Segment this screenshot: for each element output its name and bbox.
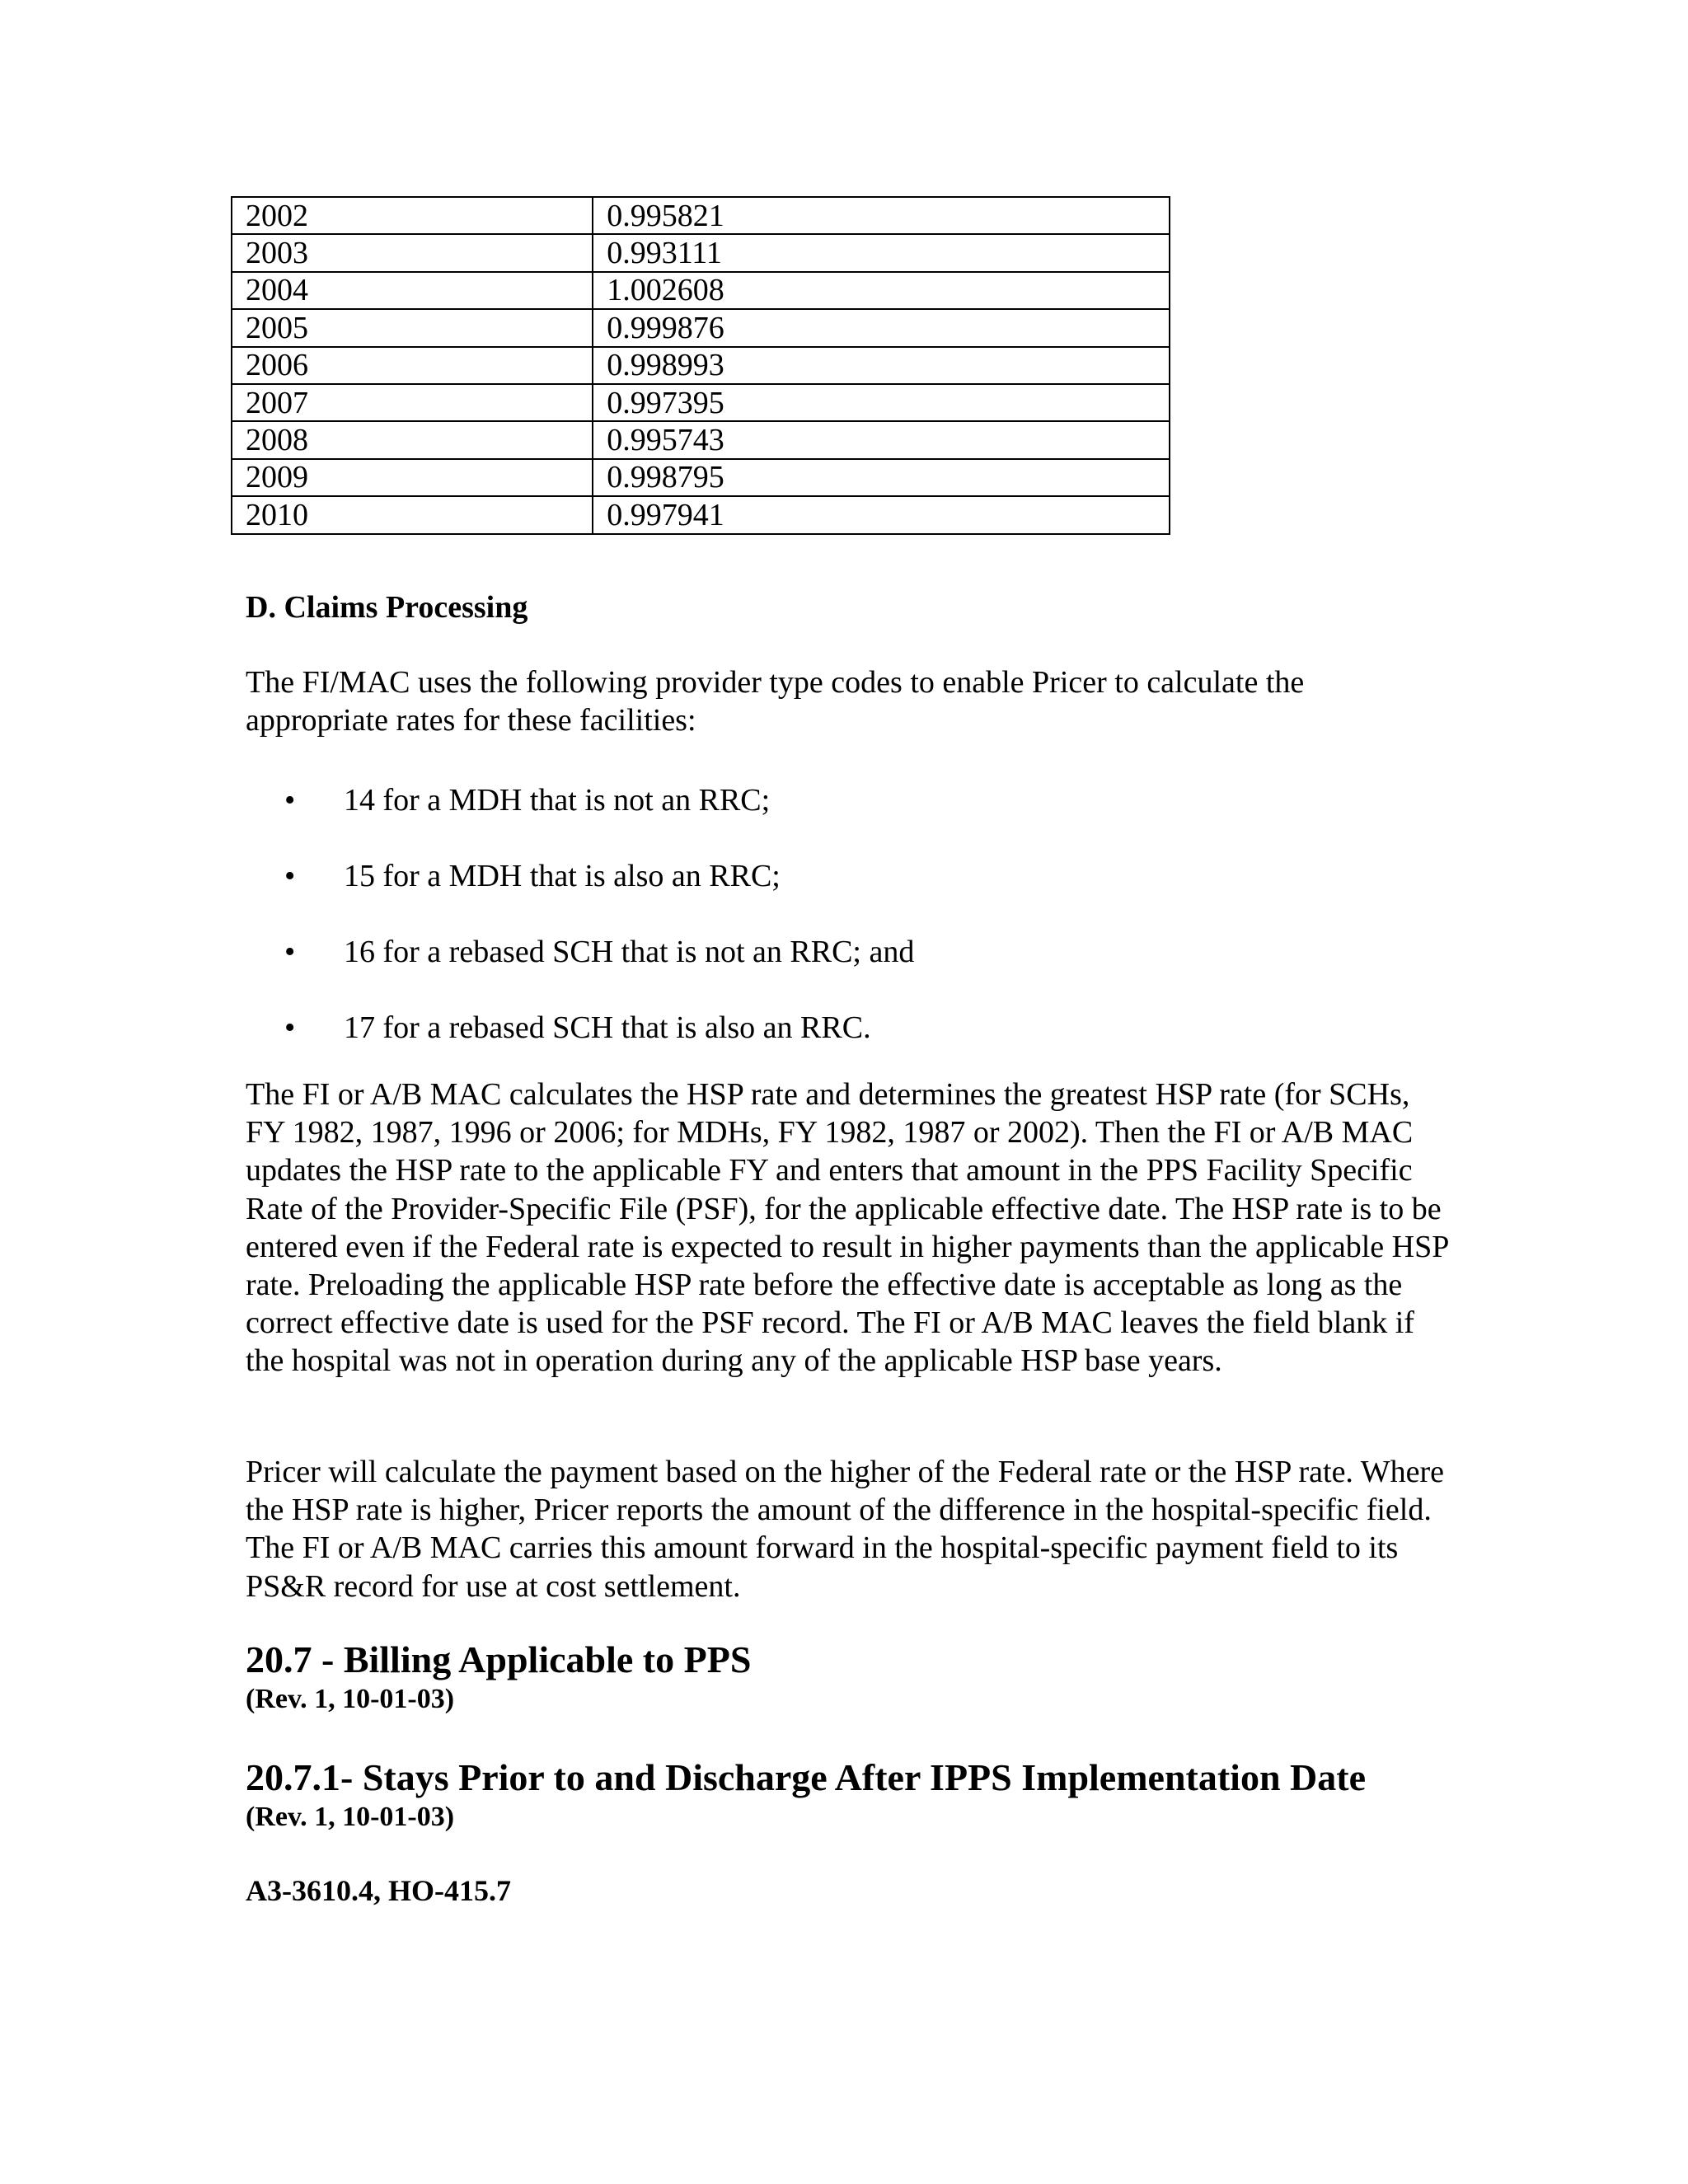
year-cell: 2006 <box>232 347 593 384</box>
section-d-intro-paragraph: The FI/MAC uses the following provider type codes to enable Pricer to calculate the appropriate rates for these facilities: <box>246 665 1305 738</box>
year-cell: 2010 <box>232 496 593 533</box>
document-page: 2002 0.995821 2003 0.993111 2004 1.002608 2005 0.999876 2006 0.998993 2007 0.997395 2008 0.995743 2009 0.998795 2010 0.997941 D. Claims Processing The FI/MAC uses the following provider type codes to enable Pricer to calculate the appropriate rates for these facilities: • 14 for a MDH that is not an RRC; • 15 for a MDH that is also an RRC; • 16 for a rebased SCH that is not an RRC; and • 17 for a rebased SCH that is also an RRC. The FI or A/B MAC calculates the HSP rate and determines the greatest HSP rate (for SCHs, FY 1982, 1987, 1996 or 2006; for MDHs, FY 1982, 1987 or 2002). Then the FI or A/B MAC updates the HSP rate to the applicable FY and enters that amount in the PPS Facility Specific Rate of the Provider-Specific File (PSF), for the applicable effective date. The HSP rate is to be entered even if the Federal rate is expected to result in higher payments than the applicable HSP rate. Preloading the applicable HSP rate before the effective date is acceptable as long as the correct effective date is used for the PSF record. The FI or A/B MAC leaves the field blank if the hospital was not in operation during any of the applicable HSP base years. Pricer will calculate the payment based on the higher of the Federal rate or the HSP rate. Where the HSP rate is higher, Pricer reports the amount of the difference in the hospital-specific field. The FI or A/B MAC carries this amount forward in the hospital-specific payment field to its PS&R record for use at cost settlement. 20.7 - Billing Applicable to PPS (Rev. 1, 10-01-03) 20.7.1- Stays Prior to and Discharge After IPPS Implementation Date (Rev. 1, 10-01-03) A3-3610.4, HO-415.7 <box>0 0 1688 2184</box>
year-cell: 2009 <box>232 459 593 496</box>
value-cell: 1.002608 <box>593 272 1170 309</box>
table-row <box>232 309 1170 346</box>
table-row <box>232 197 1170 234</box>
value-cell: 0.997395 <box>593 384 1170 421</box>
year-cell: 2008 <box>232 421 593 458</box>
table-row <box>232 459 1170 496</box>
bullet-icon: • <box>284 935 296 969</box>
section-d-heading: D. Claims Processing <box>246 590 528 625</box>
section-20-7-heading: 20.7 - Billing Applicable to PPS <box>246 1638 752 1680</box>
value-cell: 0.998993 <box>593 347 1170 384</box>
table-row <box>232 272 1170 309</box>
manual-reference: A3-3610.4, HO-415.7 <box>246 1874 511 1907</box>
section-20-7-revision: (Rev. 1, 10-01-03) <box>246 1684 455 1714</box>
section-20-7-1-revision: (Rev. 1, 10-01-03) <box>246 1802 455 1832</box>
value-cell: 0.995821 <box>593 197 1170 234</box>
year-cell: 2002 <box>232 197 593 234</box>
table-row <box>232 384 1170 421</box>
table-row <box>232 496 1170 533</box>
value-cell: 0.993111 <box>593 234 1170 271</box>
year-cell: 2004 <box>232 272 593 309</box>
year-cell: 2003 <box>232 234 593 271</box>
year-factor-table <box>231 196 1170 535</box>
hsp-rate-paragraph: The FI or A/B MAC calculates the HSP rate and determines the greatest HSP rate (for SCHs, FY 1982, 1987, 1996 or 2006; for MDHs, FY 1982, 1987 or 2002). Then the FI or A/B MAC updates the HSP rate to the applicable FY and enters that amount in the PPS Facility Specific Rate of the Provider-Specific File (PSF), for the applicable effective date. The HSP rate is to be entered even if the Federal rate is expected to result in higher payments than the applicable HSP rate. Preloading the applicable HSP rate before the effective date is acceptable as long as the correct effective date is used for the PSF record. The FI or A/B MAC leaves the field blank if the hospital was not in operation during any of the applicable HSP base years. <box>246 1077 1448 1379</box>
bullet-icon: • <box>284 783 296 818</box>
section-20-7-1-heading: 20.7.1- Stays Prior to and Discharge After IPPS Implementation Date <box>246 1756 1366 1798</box>
year-cell: 2007 <box>232 384 593 421</box>
pricer-paragraph: Pricer will calculate the payment based on the higher of the Federal rate or the HSP rate. Where the HSP rate is higher, Pricer reports the amount of the difference in the hospital-specific field. The FI or A/B MAC carries this amount forward in the hospital-specific payment field to its PS&R record for use at cost settlement. <box>246 1455 1445 1604</box>
bullet-icon: • <box>284 859 296 893</box>
value-cell: 0.997941 <box>593 496 1170 533</box>
bullet-icon: • <box>284 1010 296 1045</box>
value-cell: 0.995743 <box>593 421 1170 458</box>
table-row <box>232 347 1170 384</box>
table-row <box>232 421 1170 458</box>
year-cell: 2005 <box>232 309 593 346</box>
table-row <box>232 234 1170 271</box>
value-cell: 0.998795 <box>593 459 1170 496</box>
value-cell: 0.999876 <box>593 309 1170 346</box>
